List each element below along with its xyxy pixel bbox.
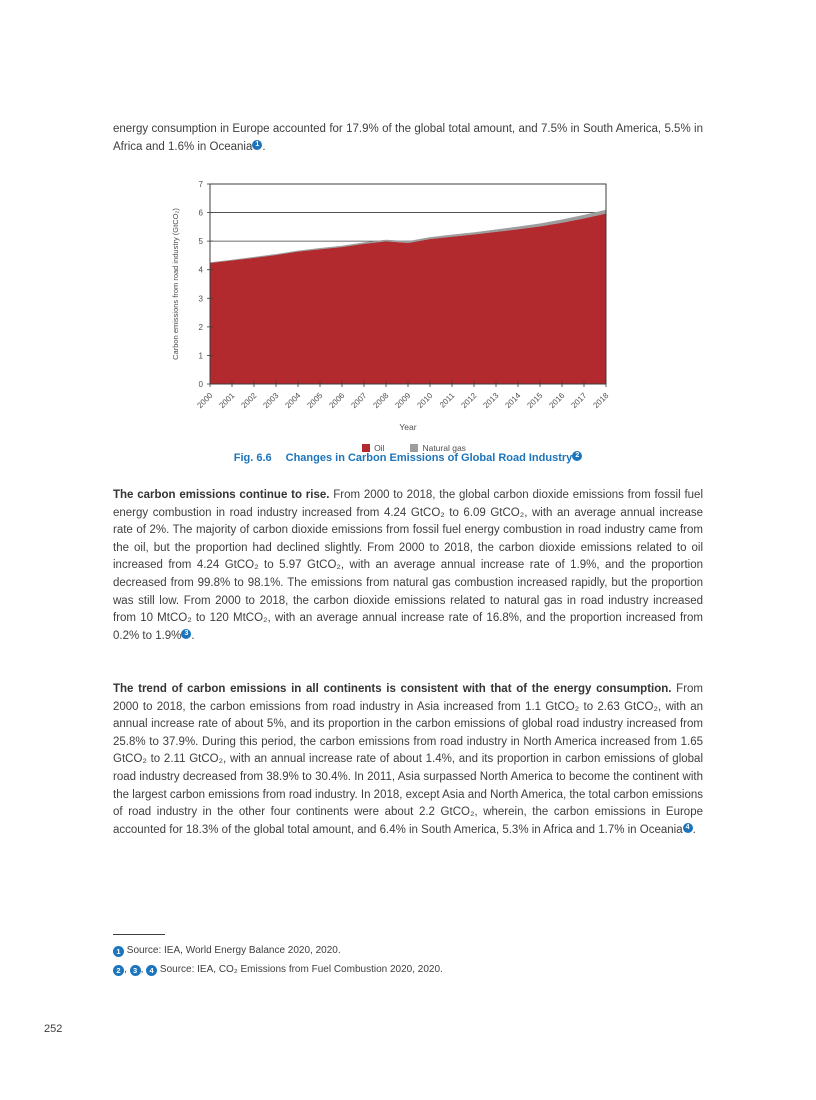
x-axis-label: Year xyxy=(399,422,417,432)
svg-text:2007: 2007 xyxy=(349,391,369,410)
paragraph-2-text: From 2000 to 2018, the carbon emissions from road industry in Asia increased from 1.1 GtCO₂ to 2.63 GtCO₂, with an annual increase rate of about 5%, and its proportion in the carbon emissions of global road industry increased from 25.8% to 37.9%. During this period, the carbon emissions from road industry in North America increased from 1.65 GtCO₂ to 2.11 GtCO₂, with an annual increase rate of about 1.4%, and its proportion in carbon emissions of global road industry decreased from 38.9% to 30.4%. In 2011, Asia surpassed North America to become the continent with the largest carbon emissions from road industry. In 2018, except Asia and North America, the total carbon emissions of road industry in the other four continents were about 2.2 GtCO₂, wherein, the carbon emissions in Europe accounted for 18.3% of the global total amount, and 6.4% in South America, 5.3% in Africa and 1.7% in Oceania xyxy=(113,683,704,836)
paragraph-emissions-rise xyxy=(113,487,703,645)
svg-text:2018: 2018 xyxy=(591,391,611,410)
y-axis-label: Carbon emissions from road industry (GtCO₂) xyxy=(171,208,180,360)
footnote-ref-1[interactable]: 1 xyxy=(252,140,262,150)
svg-text:2004: 2004 xyxy=(283,391,303,410)
svg-text:1: 1 xyxy=(198,351,203,361)
footnote-2-3-4 xyxy=(113,961,703,978)
figure-number: Fig. 6.6 xyxy=(233,452,272,464)
svg-text:2017: 2017 xyxy=(569,391,589,410)
svg-text:2011: 2011 xyxy=(437,391,457,410)
footnote-1-marker-icon: 1 xyxy=(113,946,124,957)
svg-text:2000: 2000 xyxy=(195,391,215,410)
intro-text: energy consumption in Europe accounted for 17.9% of the global total amount, and 7.5% in South America, 5.5% in Africa and 1.6% in Oceania xyxy=(113,123,703,153)
footnote-ref-4[interactable]: 4 xyxy=(683,823,693,833)
legend-label-oil: Oil xyxy=(374,443,385,453)
page-number: 252 xyxy=(44,1023,63,1035)
svg-text:2003: 2003 xyxy=(261,391,281,410)
svg-text:3: 3 xyxy=(198,294,203,304)
marker-separator: , xyxy=(140,964,147,975)
svg-text:2014: 2014 xyxy=(503,391,523,410)
svg-text:2012: 2012 xyxy=(459,391,479,410)
footnote-2-marker-icon: 2 xyxy=(113,965,124,976)
footnote-4-marker-icon: 4 xyxy=(146,965,157,976)
emissions-chart xyxy=(168,176,618,453)
svg-text:0: 0 xyxy=(198,380,203,389)
paragraph-2-after: . xyxy=(692,823,696,836)
paragraph-1-lead: The carbon emissions continue to rise. xyxy=(113,489,330,501)
svg-text:2006: 2006 xyxy=(327,391,347,410)
svg-text:2: 2 xyxy=(198,322,203,332)
figure-title: Changes in Carbon Emissions of Global Road Industry xyxy=(285,452,573,464)
svg-text:2015: 2015 xyxy=(525,391,545,410)
chart-plot-area xyxy=(168,176,618,441)
svg-text:7: 7 xyxy=(198,180,203,189)
footnote-ref-2[interactable]: 2 xyxy=(572,451,582,461)
paragraph-1-text: From 2000 to 2018, the global carbon dioxide emissions from fossil fuel energy combustion in road industry increased from 4.24 GtCO₂ to 6.09 GtCO₂, with an average annual increase rate of 2%. The majority of carbon dioxide emissions from fossil fuel energy combustion in road industry came from the oil, but the proportion had declined slightly. From 2000 to 2018, the carbon dioxide emissions related to oil increased from 4.24 GtCO₂ to 5.97 GtCO₂, with an average annual increase rate of 1.9%, and the proportion decreased from 99.8% to 98.1%. The emissions from natural gas combustion increased rapidly, but the proportion was still low. From 2000 to 2018, the carbon dioxide emissions related to natural gas in road industry increased from 10 MtCO₂ to 120 MtCO₂, with an average annual increase rate of 16.8%, and the proportion increased from 0.2% to 1.9% xyxy=(113,489,704,642)
legend-label-gas: Natural gas xyxy=(422,443,466,453)
svg-text:4: 4 xyxy=(198,265,203,275)
footnote-1-text: Source: IEA, World Energy Balance 2020, 2020. xyxy=(126,945,341,956)
svg-text:2005: 2005 xyxy=(305,391,325,410)
footnote-ref-3[interactable]: 3 xyxy=(181,629,191,639)
footnote-3-marker-icon: 3 xyxy=(130,965,141,976)
intro-after: . xyxy=(262,140,266,153)
svg-text:2002: 2002 xyxy=(239,391,259,410)
svg-text:2013: 2013 xyxy=(481,391,501,410)
stacked-area-chart xyxy=(168,176,618,436)
footnote-2-text: Source: IEA, CO₂ Emissions from Fuel Combustion 2020, 2020. xyxy=(159,964,443,975)
svg-text:6: 6 xyxy=(198,208,203,218)
svg-text:2008: 2008 xyxy=(371,391,391,410)
paragraph-2-lead: The trend of carbon emissions in all continents is consistent with that of the energy consumption. xyxy=(113,683,672,695)
footnotes-block xyxy=(113,934,703,980)
svg-text:5: 5 xyxy=(198,237,203,247)
svg-text:2001: 2001 xyxy=(217,391,237,410)
svg-text:2010: 2010 xyxy=(415,391,435,410)
oil-area xyxy=(210,213,606,384)
intro-paragraph xyxy=(113,121,703,156)
marker-separator: , xyxy=(124,964,130,975)
paragraph-continent-trend xyxy=(113,681,703,839)
figure-caption xyxy=(113,451,703,464)
footnote-divider xyxy=(113,934,165,935)
svg-text:2016: 2016 xyxy=(547,391,567,410)
svg-text:2009: 2009 xyxy=(393,391,413,410)
paragraph-1-after: . xyxy=(191,629,195,642)
footnote-1 xyxy=(113,942,703,959)
